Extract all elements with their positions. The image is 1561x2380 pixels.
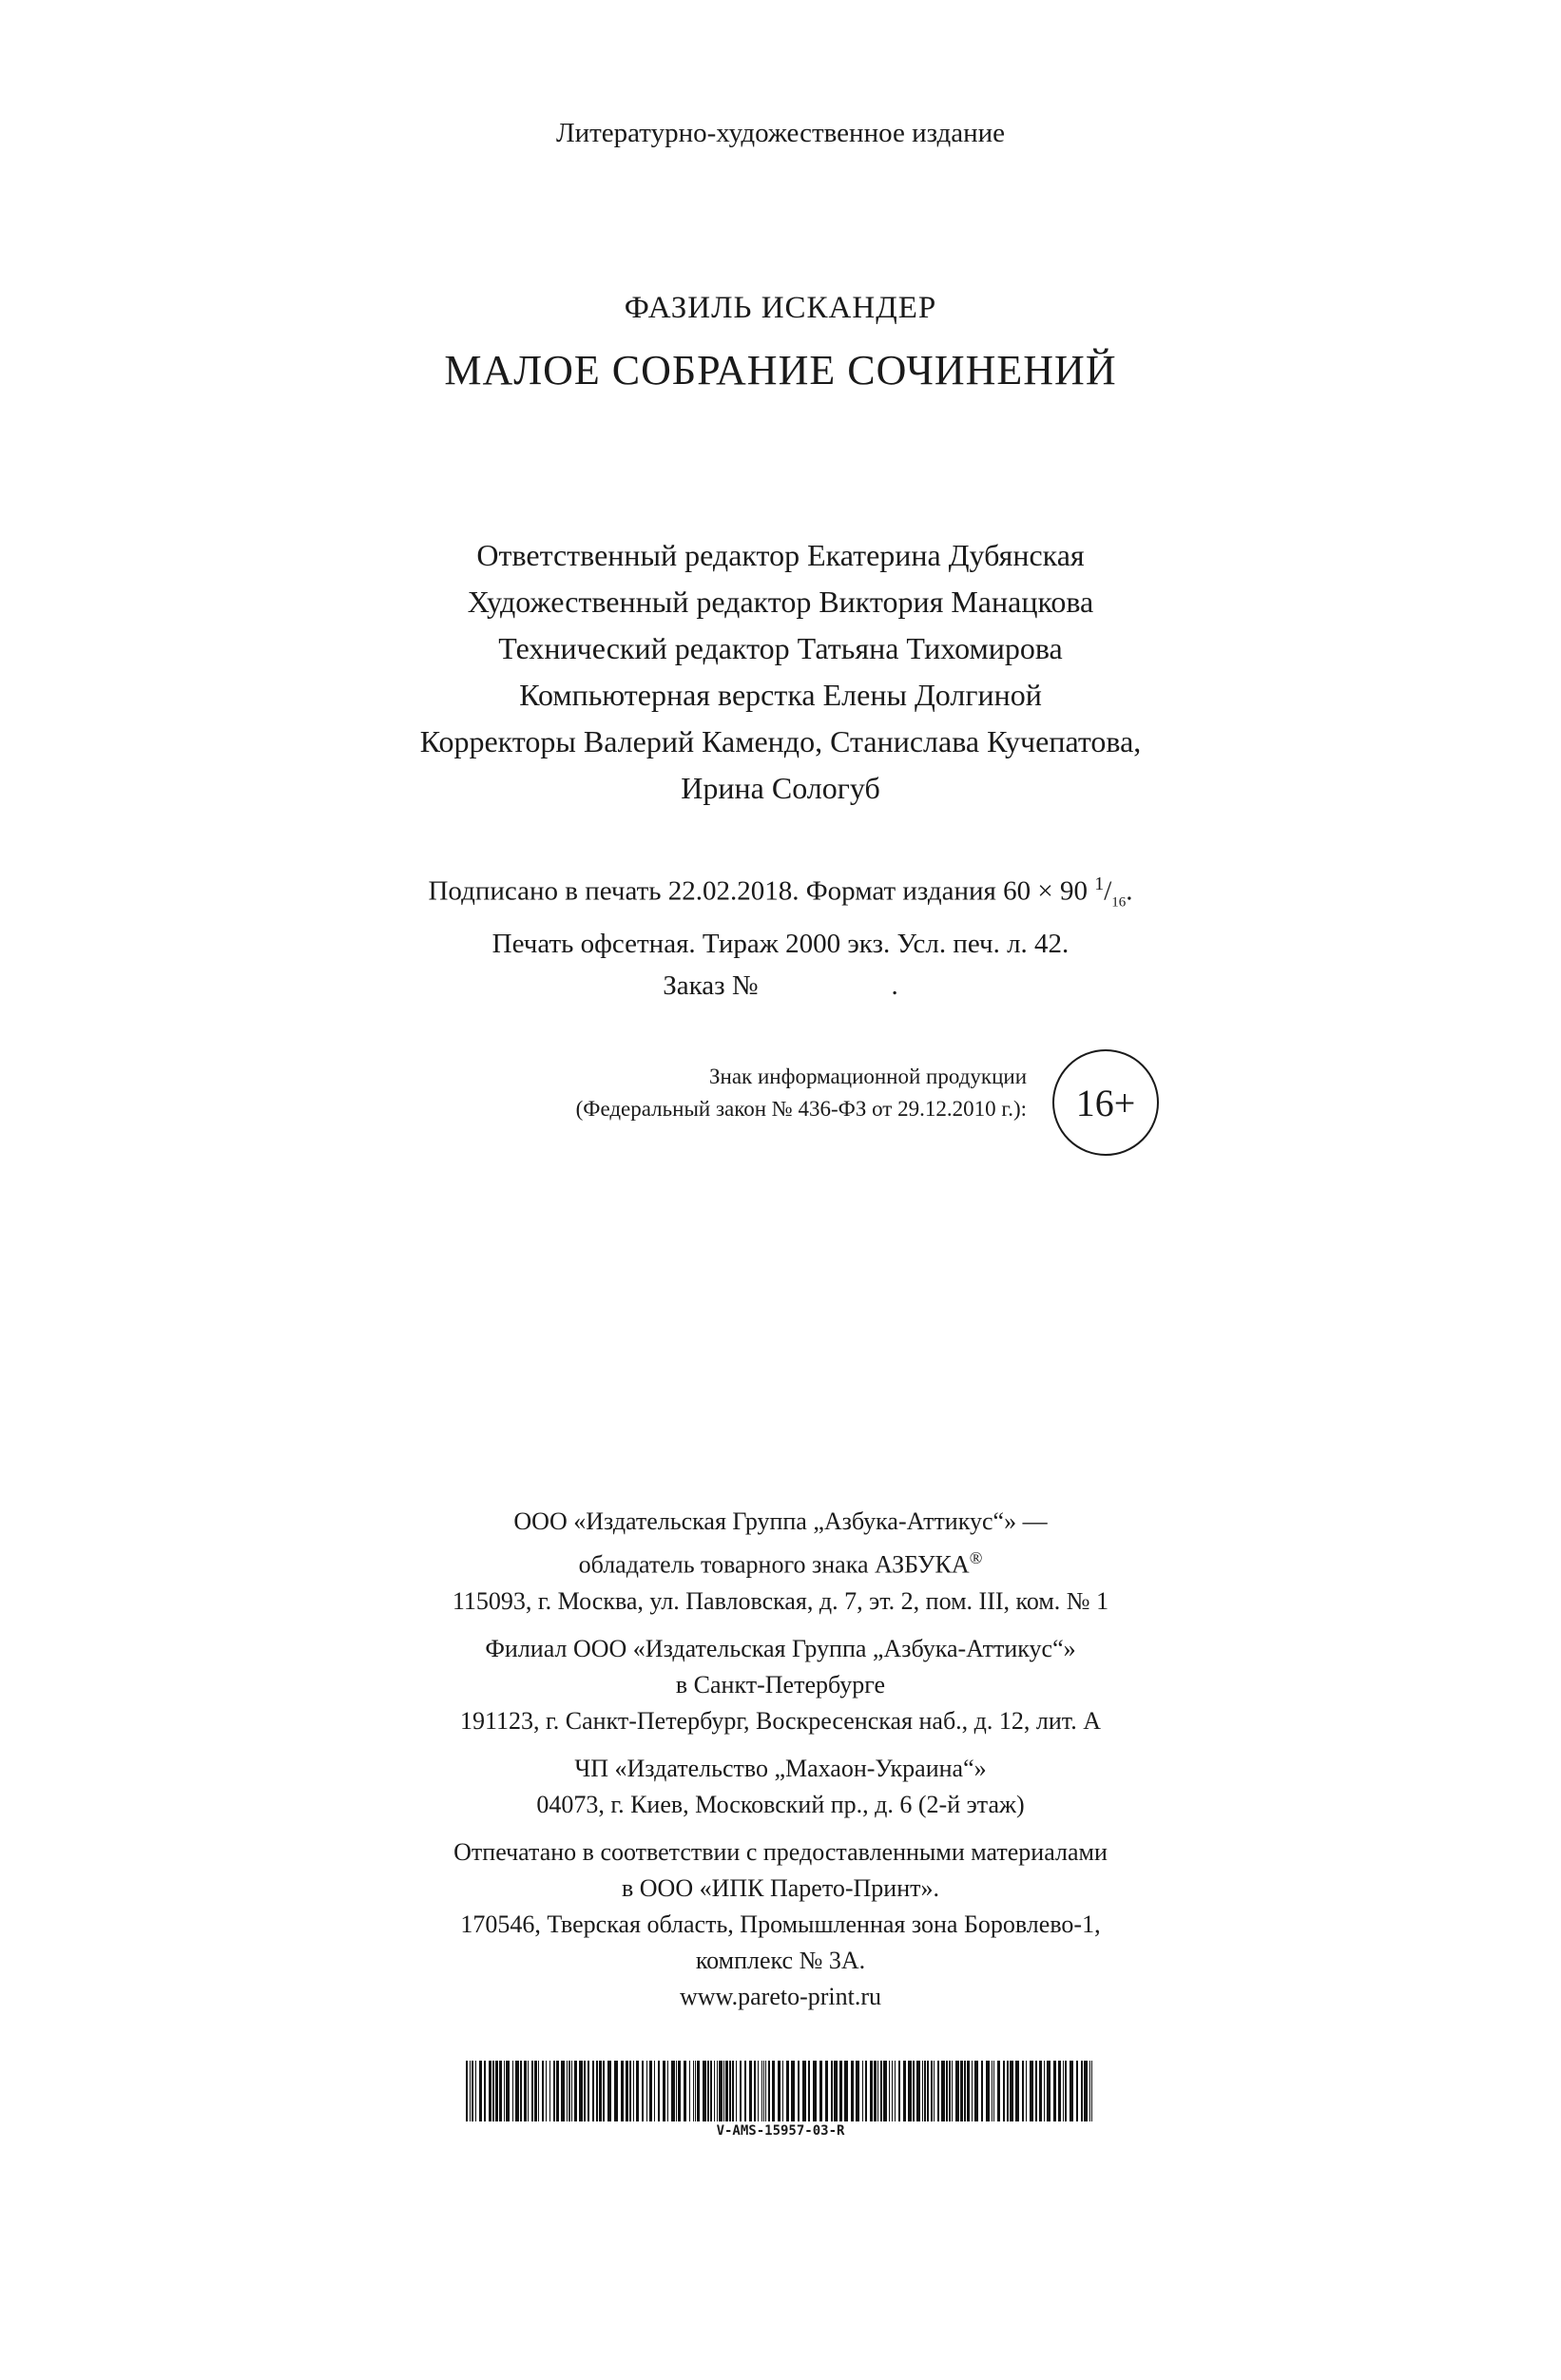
- barcode-bar: [629, 2061, 631, 2121]
- barcode-bar: [967, 2061, 970, 2121]
- barcode-bar: [981, 2061, 983, 2121]
- barcode-bar: [542, 2061, 544, 2121]
- barcode-bar: [924, 2061, 926, 2121]
- format-numerator: 1: [1094, 873, 1105, 894]
- barcode-bar: [717, 2061, 718, 2121]
- barcode-bar: [534, 2061, 537, 2121]
- barcode-bar: [874, 2061, 877, 2121]
- barcode-bar: [1081, 2061, 1083, 2121]
- barcode-bar: [877, 2061, 878, 2121]
- printer-line: Отпечатано в соответствии с предоставленными материалами: [453, 1837, 1108, 1866]
- barcode-bar: [931, 2061, 933, 2121]
- barcode-bar: [952, 2061, 953, 2121]
- credit-line: Ирина Сологуб: [681, 771, 880, 805]
- publisher-line: ООО «Издательская Группа „Азбука-Аттикус“» —: [513, 1507, 1048, 1535]
- publisher-line: 04073, г. Киев, Московский пр., д. 6 (2-й этаж): [536, 1790, 1025, 1818]
- barcode-bar: [495, 2061, 498, 2121]
- barcode-bar: [813, 2061, 817, 2121]
- barcode-bar: [765, 2061, 766, 2121]
- barcode-bar: [707, 2061, 709, 2121]
- barcode-bar: [856, 2061, 859, 2121]
- barcode-bar: [561, 2061, 565, 2121]
- barcode-bar: [1035, 2061, 1037, 2121]
- barcode-bar: [934, 2061, 935, 2121]
- barcode-bar: [574, 2061, 577, 2121]
- barcode-bar: [916, 2061, 920, 2121]
- barcode-bar: [546, 2061, 547, 2121]
- barcode-bar: [515, 2061, 519, 2121]
- barcode-bar: [1044, 2061, 1045, 2121]
- barcode-bar: [892, 2061, 893, 2121]
- print-info-suffix: .: [1126, 875, 1133, 907]
- order-suffix: .: [891, 970, 898, 1002]
- barcode-bar: [719, 2061, 723, 2121]
- barcode-bar: [649, 2061, 652, 2121]
- barcode-bar: [974, 2061, 978, 2121]
- author-name: ФАЗИЛЬ ИСКАНДЕР: [624, 291, 937, 325]
- barcode-bar: [658, 2061, 660, 2121]
- barcode-bar: [689, 2061, 690, 2121]
- barcode-bars: [466, 2061, 1095, 2121]
- publisher-line: Филиал ООО «Издательская Группа „Азбука-Аттикус“»: [485, 1634, 1076, 1662]
- barcode-bar: [693, 2061, 694, 2121]
- barcode-bar: [889, 2061, 890, 2121]
- barcode-bar: [949, 2061, 951, 2121]
- barcode-bar: [862, 2061, 863, 2121]
- barcode-bar: [592, 2061, 594, 2121]
- barcode-bar: [607, 2061, 611, 2121]
- barcode-bar: [1047, 2061, 1050, 2121]
- registered-mark: ®: [969, 1548, 983, 1567]
- print-info-line-1: [0, 863, 1561, 923]
- barcode-bar: [736, 2061, 737, 2121]
- barcode-bar: [913, 2061, 915, 2121]
- barcode-bar: [599, 2061, 602, 2121]
- barcode-bar: [732, 2061, 734, 2121]
- printer-line: 170546, Тверская область, Промышленная зона Боровлево-1,: [460, 1910, 1101, 1938]
- barcode-bar: [697, 2061, 700, 2121]
- barcode-bar: [621, 2061, 624, 2121]
- printer-line: комплекс № 3А.: [695, 1946, 866, 1974]
- barcode-bar: [695, 2061, 696, 2121]
- barcode-bar: [714, 2061, 715, 2121]
- print-info-prefix: Подписано в печать 22.02.2018. Формат издания 60 × 90: [428, 875, 1095, 907]
- barcode-bar: [710, 2061, 712, 2121]
- trademark-text: обладатель товарного знака АЗБУКА: [578, 1550, 970, 1579]
- barcode-bar: [579, 2061, 583, 2121]
- barcode-bar: [997, 2061, 1000, 2121]
- barcode-bar: [802, 2061, 806, 2121]
- publisher-line: в Санкт-Петербурге: [675, 1670, 886, 1699]
- barcode-bar: [986, 2061, 990, 2121]
- barcode-bar: [506, 2061, 510, 2121]
- barcode-bar: [791, 2061, 795, 2121]
- barcode-bar: [870, 2061, 873, 2121]
- barcode-bar: [941, 2061, 945, 2121]
- barcode-bar: [1063, 2061, 1064, 2121]
- barcode-bar: [946, 2061, 948, 2121]
- barcode-bar: [1039, 2061, 1042, 2121]
- barcode-bar: [553, 2061, 555, 2121]
- barcode-bar: [883, 2061, 887, 2121]
- barcode-bar: [1084, 2061, 1088, 2121]
- barcode-bar: [895, 2061, 896, 2121]
- genre-label: Литературно-художественное издание: [555, 118, 1006, 148]
- barcode-bar: [671, 2061, 675, 2121]
- barcode-bar: [1053, 2061, 1056, 2121]
- barcode-bar: [499, 2061, 502, 2121]
- barcode-bar: [749, 2061, 752, 2121]
- format-slash: /: [1104, 875, 1112, 907]
- barcode-bar: [470, 2061, 471, 2121]
- barcode-bar: [1010, 2061, 1013, 2121]
- credit-line: Корректоры Валерий Камендо, Станислава Кучепатова,: [419, 724, 1142, 758]
- credit-line: Художественный редактор Виктория Манацкова: [467, 585, 1094, 619]
- barcode-bar: [1003, 2061, 1005, 2121]
- barcode-bar: [834, 2061, 838, 2121]
- barcode-bar: [676, 2061, 677, 2121]
- barcode-bar: [633, 2061, 634, 2121]
- barcode-bar: [512, 2061, 513, 2121]
- barcode: [466, 2061, 1095, 2146]
- barcode-bar: [880, 2061, 882, 2121]
- barcode-bar: [504, 2061, 505, 2121]
- barcode-bar: [740, 2061, 742, 2121]
- barcode-bar: [1089, 2061, 1090, 2121]
- barcode-bar: [723, 2061, 724, 2121]
- barcode-bar: [626, 2061, 628, 2121]
- barcode-bar: [1065, 2061, 1067, 2121]
- age-rating-badge: 16+: [1052, 1049, 1159, 1156]
- age-rating-text: [361, 1061, 1027, 1125]
- barcode-bar: [479, 2061, 482, 2121]
- barcode-bar: [646, 2061, 647, 2121]
- barcode-bar: [844, 2061, 848, 2121]
- barcode-bar: [556, 2061, 559, 2121]
- barcode-bar: [819, 2061, 822, 2121]
- printer-line: в ООО «ИПК Парето-Принт».: [621, 1873, 939, 1902]
- barcode-bar: [839, 2061, 842, 2121]
- barcode-bar: [927, 2061, 929, 2121]
- age-rating-line-1: Знак информационной продукции: [709, 1065, 1027, 1088]
- barcode-bar: [642, 2061, 644, 2121]
- barcode-bar: [588, 2061, 589, 2121]
- barcode-bar: [964, 2061, 966, 2121]
- barcode-bar: [1091, 2061, 1092, 2121]
- barcode-bar: [524, 2061, 527, 2121]
- editorial-credits: [0, 532, 1561, 812]
- barcode-bar: [538, 2061, 539, 2121]
- barcode-bar: [492, 2061, 494, 2121]
- barcode-bar: [636, 2061, 639, 2121]
- barcode-bar: [1026, 2061, 1027, 2121]
- barcode-bar: [729, 2061, 731, 2121]
- barcode-bar: [489, 2061, 491, 2121]
- barcode-bar: [808, 2061, 810, 2121]
- barcode-bar: [972, 2061, 973, 2121]
- order-number-line: [0, 965, 1561, 1007]
- barcode-bar: [703, 2061, 706, 2121]
- age-rating-line-2: (Федеральный закон № 436-ФЗ от 29.12.2010 г.):: [575, 1097, 1027, 1121]
- barcode-bar: [472, 2061, 473, 2121]
- order-label: Заказ №: [663, 970, 759, 1002]
- barcode-bar: [993, 2061, 994, 2121]
- barcode-bar: [782, 2061, 783, 2121]
- barcode-bar: [1058, 2061, 1061, 2121]
- barcode-bar: [1007, 2061, 1009, 2121]
- barcode-bar: [1022, 2061, 1024, 2121]
- publisher-group-ukraine: [0, 1751, 1561, 1823]
- barcode-bar: [725, 2061, 728, 2121]
- barcode-bar: [825, 2061, 828, 2121]
- barcode-bar: [584, 2061, 586, 2121]
- publisher-line: 191123, г. Санкт-Петербург, Воскресенская наб., д. 12, лит. А: [460, 1706, 1101, 1735]
- barcode-bar: [571, 2061, 572, 2121]
- print-info: [0, 863, 1561, 1007]
- barcode-bar: [744, 2061, 746, 2121]
- barcode-bar: [761, 2061, 762, 2121]
- format-denominator: 16: [1111, 894, 1127, 911]
- publisher-line: [0, 1540, 1561, 1583]
- publisher-info: [0, 1504, 1561, 2026]
- print-info-line-2: Печать офсетная. Тираж 2000 экз. Усл. печ. л. 42.: [491, 929, 1070, 960]
- barcode-bar: [614, 2061, 618, 2121]
- credit-line: Компьютерная верстка Елены Долгиной: [519, 678, 1042, 712]
- barcode-bar: [684, 2061, 686, 2121]
- barcode-bar: [596, 2061, 598, 2121]
- barcode-bar: [768, 2061, 770, 2121]
- barcode-bar: [484, 2061, 486, 2121]
- barcode-bar: [1030, 2061, 1033, 2121]
- credit-line: Технический редактор Татьяна Тихомирова: [498, 631, 1063, 665]
- barcode-bar: [569, 2061, 570, 2121]
- barcode-bar: [567, 2061, 568, 2121]
- barcode-bar: [937, 2061, 939, 2121]
- publisher-line: 115093, г. Москва, ул. Павловская, д. 7, эт. 2, пом. III, ком. № 1: [452, 1586, 1109, 1615]
- barcode-bar: [922, 2061, 923, 2121]
- barcode-bar: [603, 2061, 605, 2121]
- barcode-bar: [898, 2061, 900, 2121]
- credit-line: Ответственный редактор Екатерина Дубянская: [476, 538, 1085, 572]
- barcode-code: V-AMS-15957-03-R: [716, 2123, 845, 2139]
- barcode-bar: [865, 2061, 867, 2121]
- barcode-bar: [778, 2061, 780, 2121]
- barcode-bar: [663, 2061, 665, 2121]
- barcode-bar: [798, 2061, 800, 2121]
- barcode-bar: [466, 2061, 468, 2121]
- barcode-bar: [763, 2061, 764, 2121]
- barcode-bar: [955, 2061, 959, 2121]
- barcode-bar: [531, 2061, 533, 2121]
- age-rating-block: [361, 1049, 1160, 1173]
- barcode-bar: [475, 2061, 476, 2121]
- barcode-bar: [1015, 2061, 1019, 2121]
- barcode-bar: [772, 2061, 775, 2121]
- barcode-bar: [520, 2061, 522, 2121]
- barcode-bar: [903, 2061, 906, 2121]
- barcode-bar: [786, 2061, 789, 2121]
- barcode-bar: [528, 2061, 529, 2121]
- barcode-bar: [758, 2061, 759, 2121]
- printer-info: [0, 1834, 1561, 2015]
- printer-website: www.pareto-print.ru: [679, 1982, 882, 2010]
- barcode-bar: [1070, 2061, 1073, 2121]
- barcode-bar: [678, 2061, 681, 2121]
- barcode-bar: [908, 2061, 912, 2121]
- barcode-bar: [654, 2061, 655, 2121]
- barcode-bar: [831, 2061, 833, 2121]
- book-title: МАЛОЕ СОБРАНИЕ СОЧИНЕНИЙ: [444, 347, 1117, 393]
- barcode-bar: [1076, 2061, 1078, 2121]
- publisher-group-branch: [0, 1631, 1561, 1739]
- publisher-group-main: [0, 1504, 1561, 1620]
- barcode-bar: [851, 2061, 854, 2121]
- barcode-bar: [549, 2061, 550, 2121]
- barcode-bar: [960, 2061, 963, 2121]
- publisher-line: ЧП «Издательство „Махаон-Украина“»: [574, 1754, 987, 1782]
- barcode-bar: [754, 2061, 756, 2121]
- barcode-bar: [667, 2061, 668, 2121]
